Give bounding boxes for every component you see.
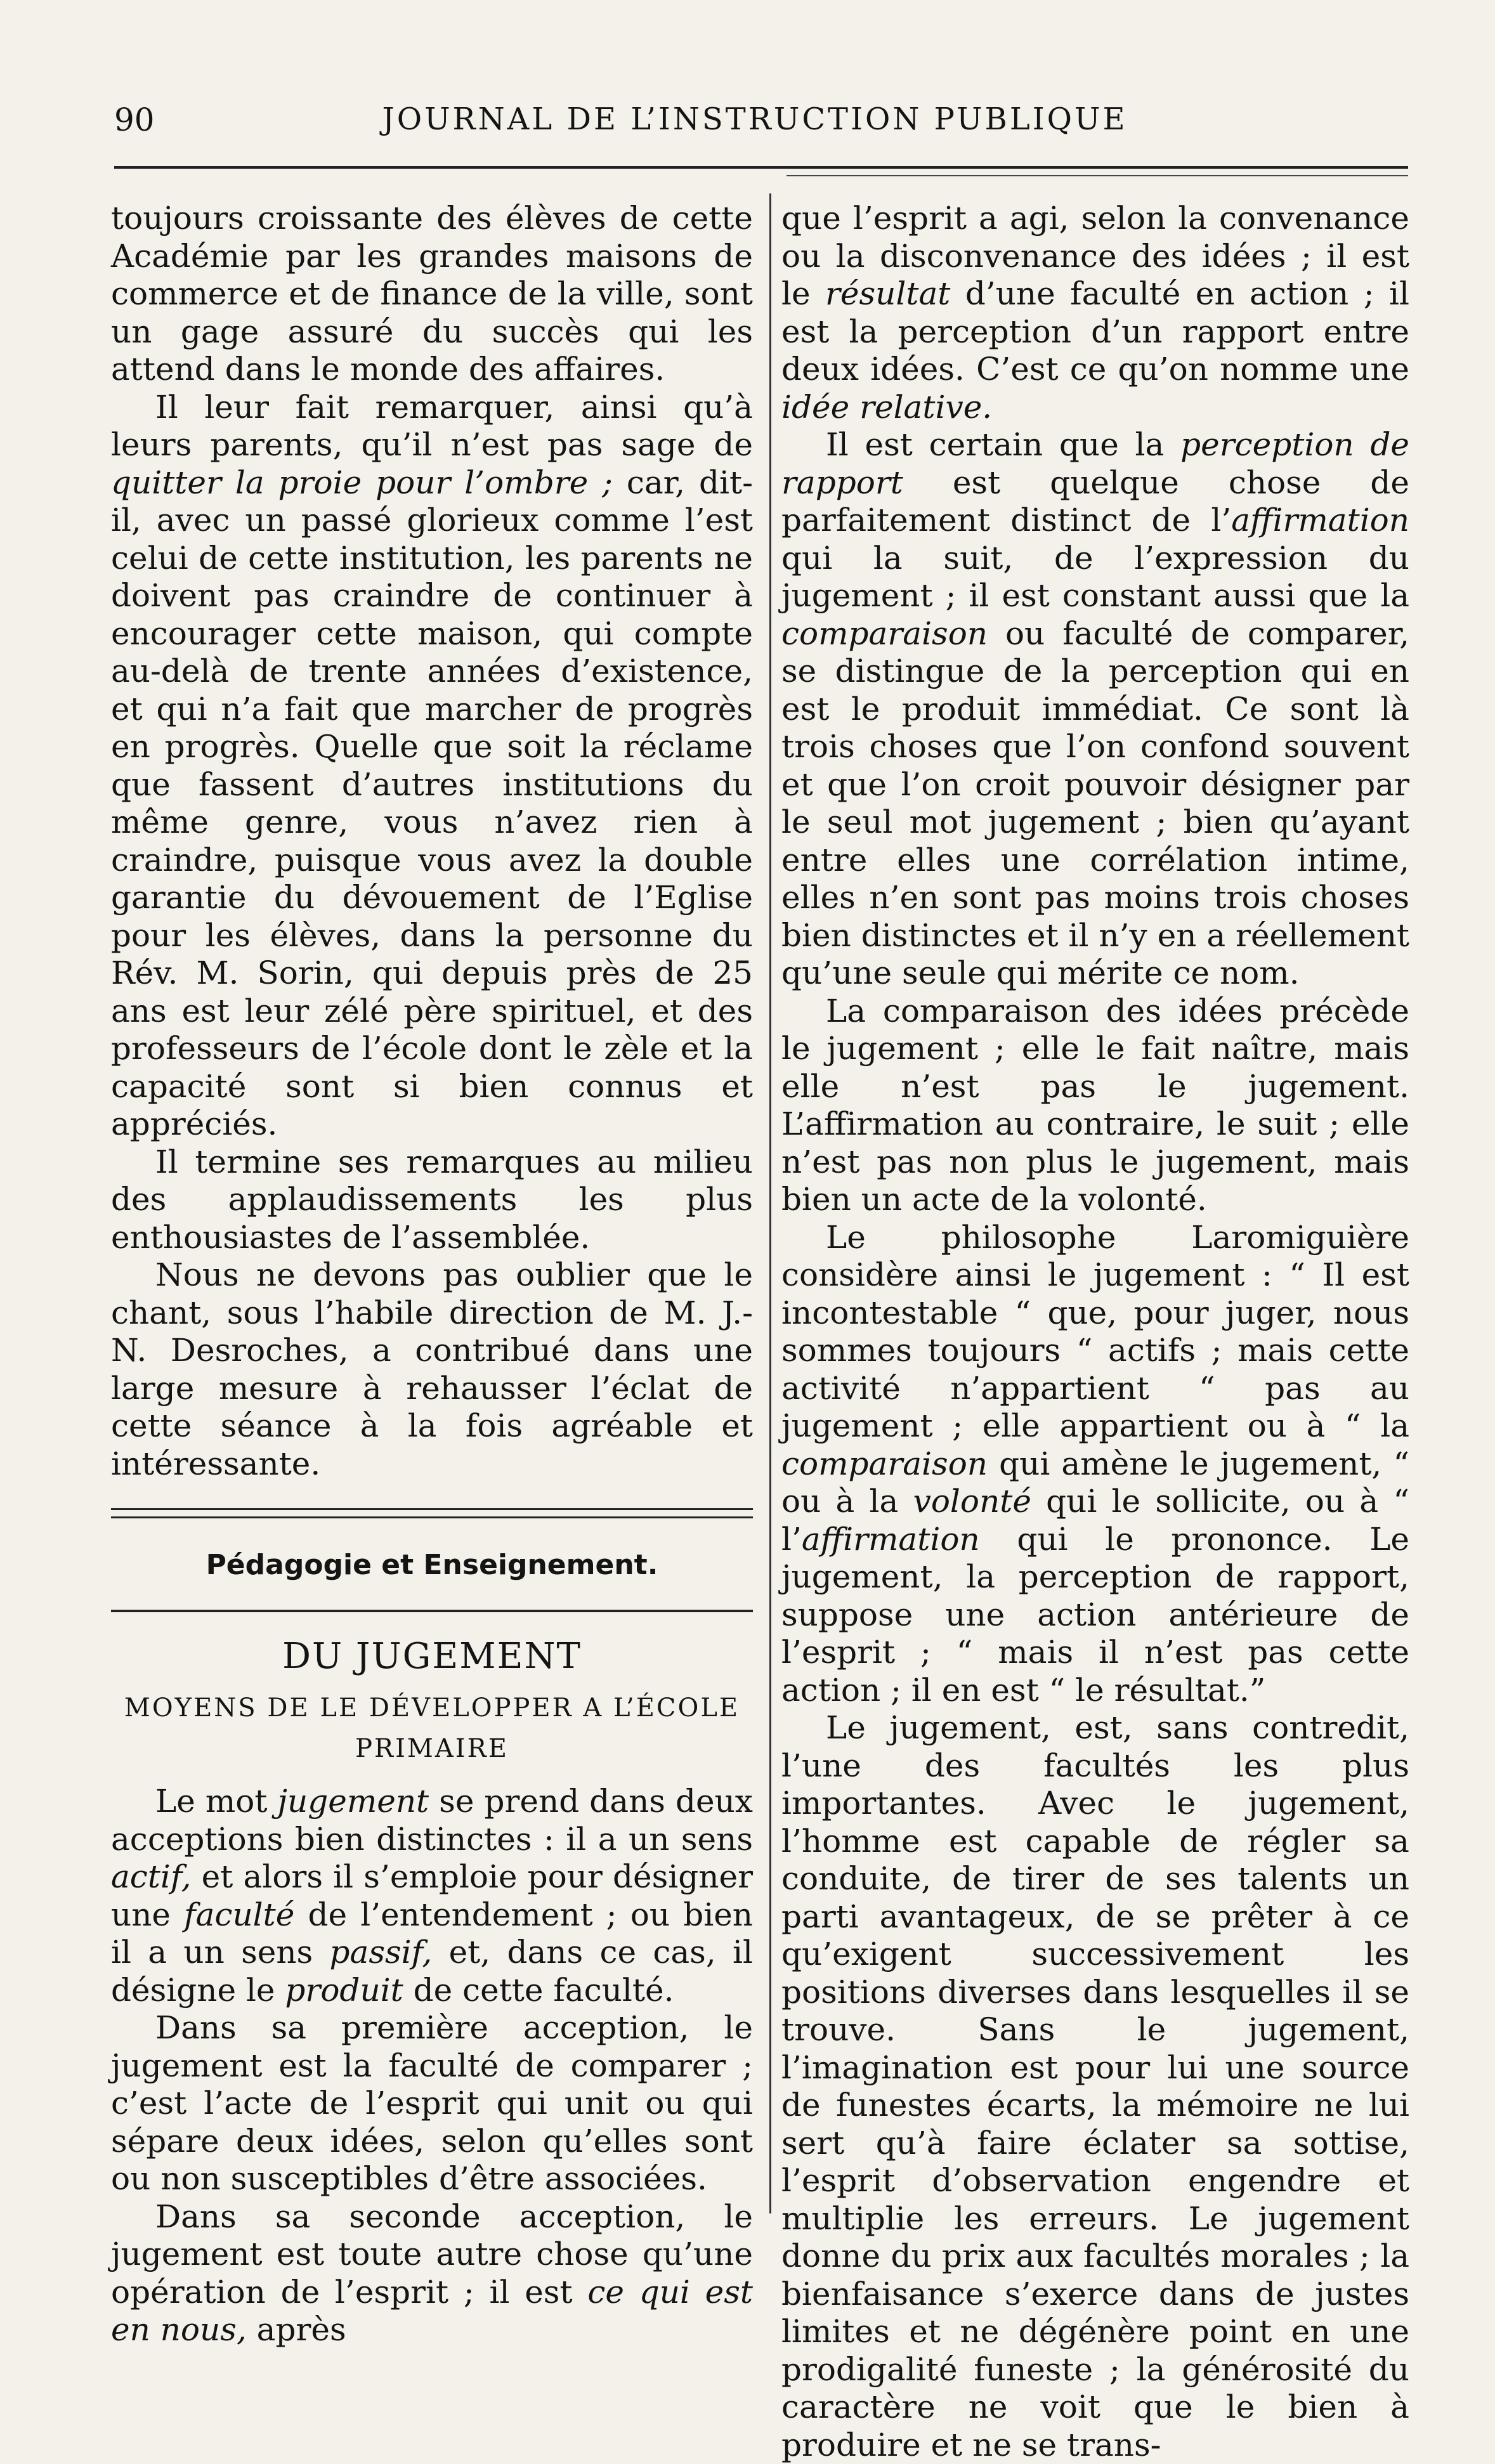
paragraph: Il termine ses remarques au milieu des applaudissements les plus enthousiastes de l’assemblée. xyxy=(111,1143,753,1256)
section-rule xyxy=(111,1508,753,1518)
paragraph: que l’esprit a agi, selon la convenance ou la disconvenance des idées ; il est le résultat d’une faculté en action ; il est la perception d’un rapport entre deux idées. C’est ce qu’on nomme une idée relative. xyxy=(781,200,1409,426)
header-rule xyxy=(114,166,1408,169)
article-subtitle: MOYENS DE LE DÉVELOPPER A L’ÉCOLE PRIMAIRE xyxy=(124,1693,740,1763)
paragraph: Le philosophe Laromiguière considère ainsi le jugement : “ Il est incontestable “ que, pour juger, nous sommes toujours “ actifs ; mais cette activité n’appartient “ pas au jugement ; elle appartient ou à “ la comparaison qui amène le jugement, “ ou à la volonté qui le sollicite, ou à “ l’affirmation qui le prononce. Le jugement, la perception de rapport, suppose une action antérieure de l’esprit ; “ mais il n’est pas cette action ; il en est “ le résultat.” xyxy=(781,1218,1409,1709)
running-title: JOURNAL DE L’INSTRUCTION PUBLIQUE xyxy=(382,101,1128,137)
paragraph: Dans sa première acception, le jugement est la faculté de comparer ; c’est l’acte de l’esprit qui unit ou qui sépare deux idées, selon qu’elles sont ou non susceptibles d’être associées. xyxy=(111,2009,753,2197)
paragraph: Dans sa seconde acception, le jugement est toute autre chose qu’une opération de l’esprit ; il est ce qui est en nous, après xyxy=(111,2198,754,2348)
paragraph: Le mot jugement se prend dans deux acceptions bien distinctes : il a un sens actif, et alors il s’emploie pour désigner une faculté de l’entendement ; ou bien il a un sens passif, et, dans ce cas, il désigne le produit de cette faculté. xyxy=(111,1783,754,2009)
paragraph: toujours croissante des élèves de cette Académie par les grandes maisons de commerce et de finance de la ville, sont un gage assuré du succès qui les attend dans le monde des affaires. xyxy=(111,200,753,388)
left-column xyxy=(111,200,753,2349)
section-heading: Pédagogie et Enseignement. xyxy=(206,1549,658,1581)
article-title: DU JUGEMENT xyxy=(282,1635,582,1677)
paragraph: Nous ne devons pas oublier que le chant, sous l’habile direction de M. J.-N. Desroches, a contribué dans une large mesure à rehausser l’éclat de cette séance à la fois agréable et intéressante. xyxy=(111,1256,753,1482)
paragraph: Il leur fait remarquer, ainsi qu’à leurs parents, qu’il n’est pas sage de quitter la proie pour l’ombre ; car, dit-il, avec un passé glorieux comme l’est celui de cette institution, les parents ne doivent pas craindre de continuer à encourager cette maison, qui compte au-delà de trente années d’existence, et qui n’a fait que marcher de progrès en progrès. Quelle que soit la réclame que fassent d’autres institutions du même genre, vous n’avez rien à craindre, puisque vous avez la double garantie du dévouement de l’Eglise pour les élèves, dans la personne du Rév. M. Sorin, qui depuis près de 25 ans est leur zélé père spirituel, et des professeurs de l’école dont le zèle et la capacité sont si bien connus et appréciés. xyxy=(111,388,753,1142)
right-column xyxy=(781,200,1409,2464)
paragraph: Il est certain que la perception de rapport est quelque chose de parfaitement distinct de l’affirmation qui la suit, de l’expression du jugement ; il est constant aussi que la comparaison ou faculté de comparer, se distingue de la perception qui en est le produit immédiat. Ce sont là trois choses que l’on confond souvent et que l’on croit pouvoir désigner par le seul mot jugement ; bien qu’ayant entre elles une corrélation intime, elles n’en sont pas moins trois choses bien distinctes et il n’y en a réellement qu’une seule qui mérite ce nom. xyxy=(781,426,1409,991)
header-rule-secondary xyxy=(787,175,1408,176)
paragraph: Le jugement, est, sans contredit, l’une des facultés les plus importantes. Avec le jugement, l’homme est capable de régler sa conduite, de tirer de ses talents un parti avantageux, de se prêter à ce qu’exigent successivement les positions diverses dans lesquelles il se trouve. Sans le jugement, l’imagination est pour lui une source de funestes écarts, la mémoire ne lui sert qu’à faire éclater sa sottise, l’esprit d’observation engendre et multiplie les erreurs. Le jugement donne du prix aux facultés morales ; la bienfaisance s’exerce dans de justes limites et ne dégénère point en une prodigalité funeste ; la générosité du caractère ne voit que le bien à produire et ne se trans- xyxy=(781,1709,1409,2463)
paragraph: La comparaison des idées précède le jugement ; elle le fait naître, mais elle n’est pas le jugement. L’affirmation au contraire, le suit ; elle n’est pas non plus le jugement, mais bien un acte de la volonté. xyxy=(781,992,1409,1218)
column-divider xyxy=(769,193,771,2213)
section-rule xyxy=(111,1610,753,1612)
page-number: 90 xyxy=(114,101,155,138)
page-header xyxy=(114,101,1395,159)
